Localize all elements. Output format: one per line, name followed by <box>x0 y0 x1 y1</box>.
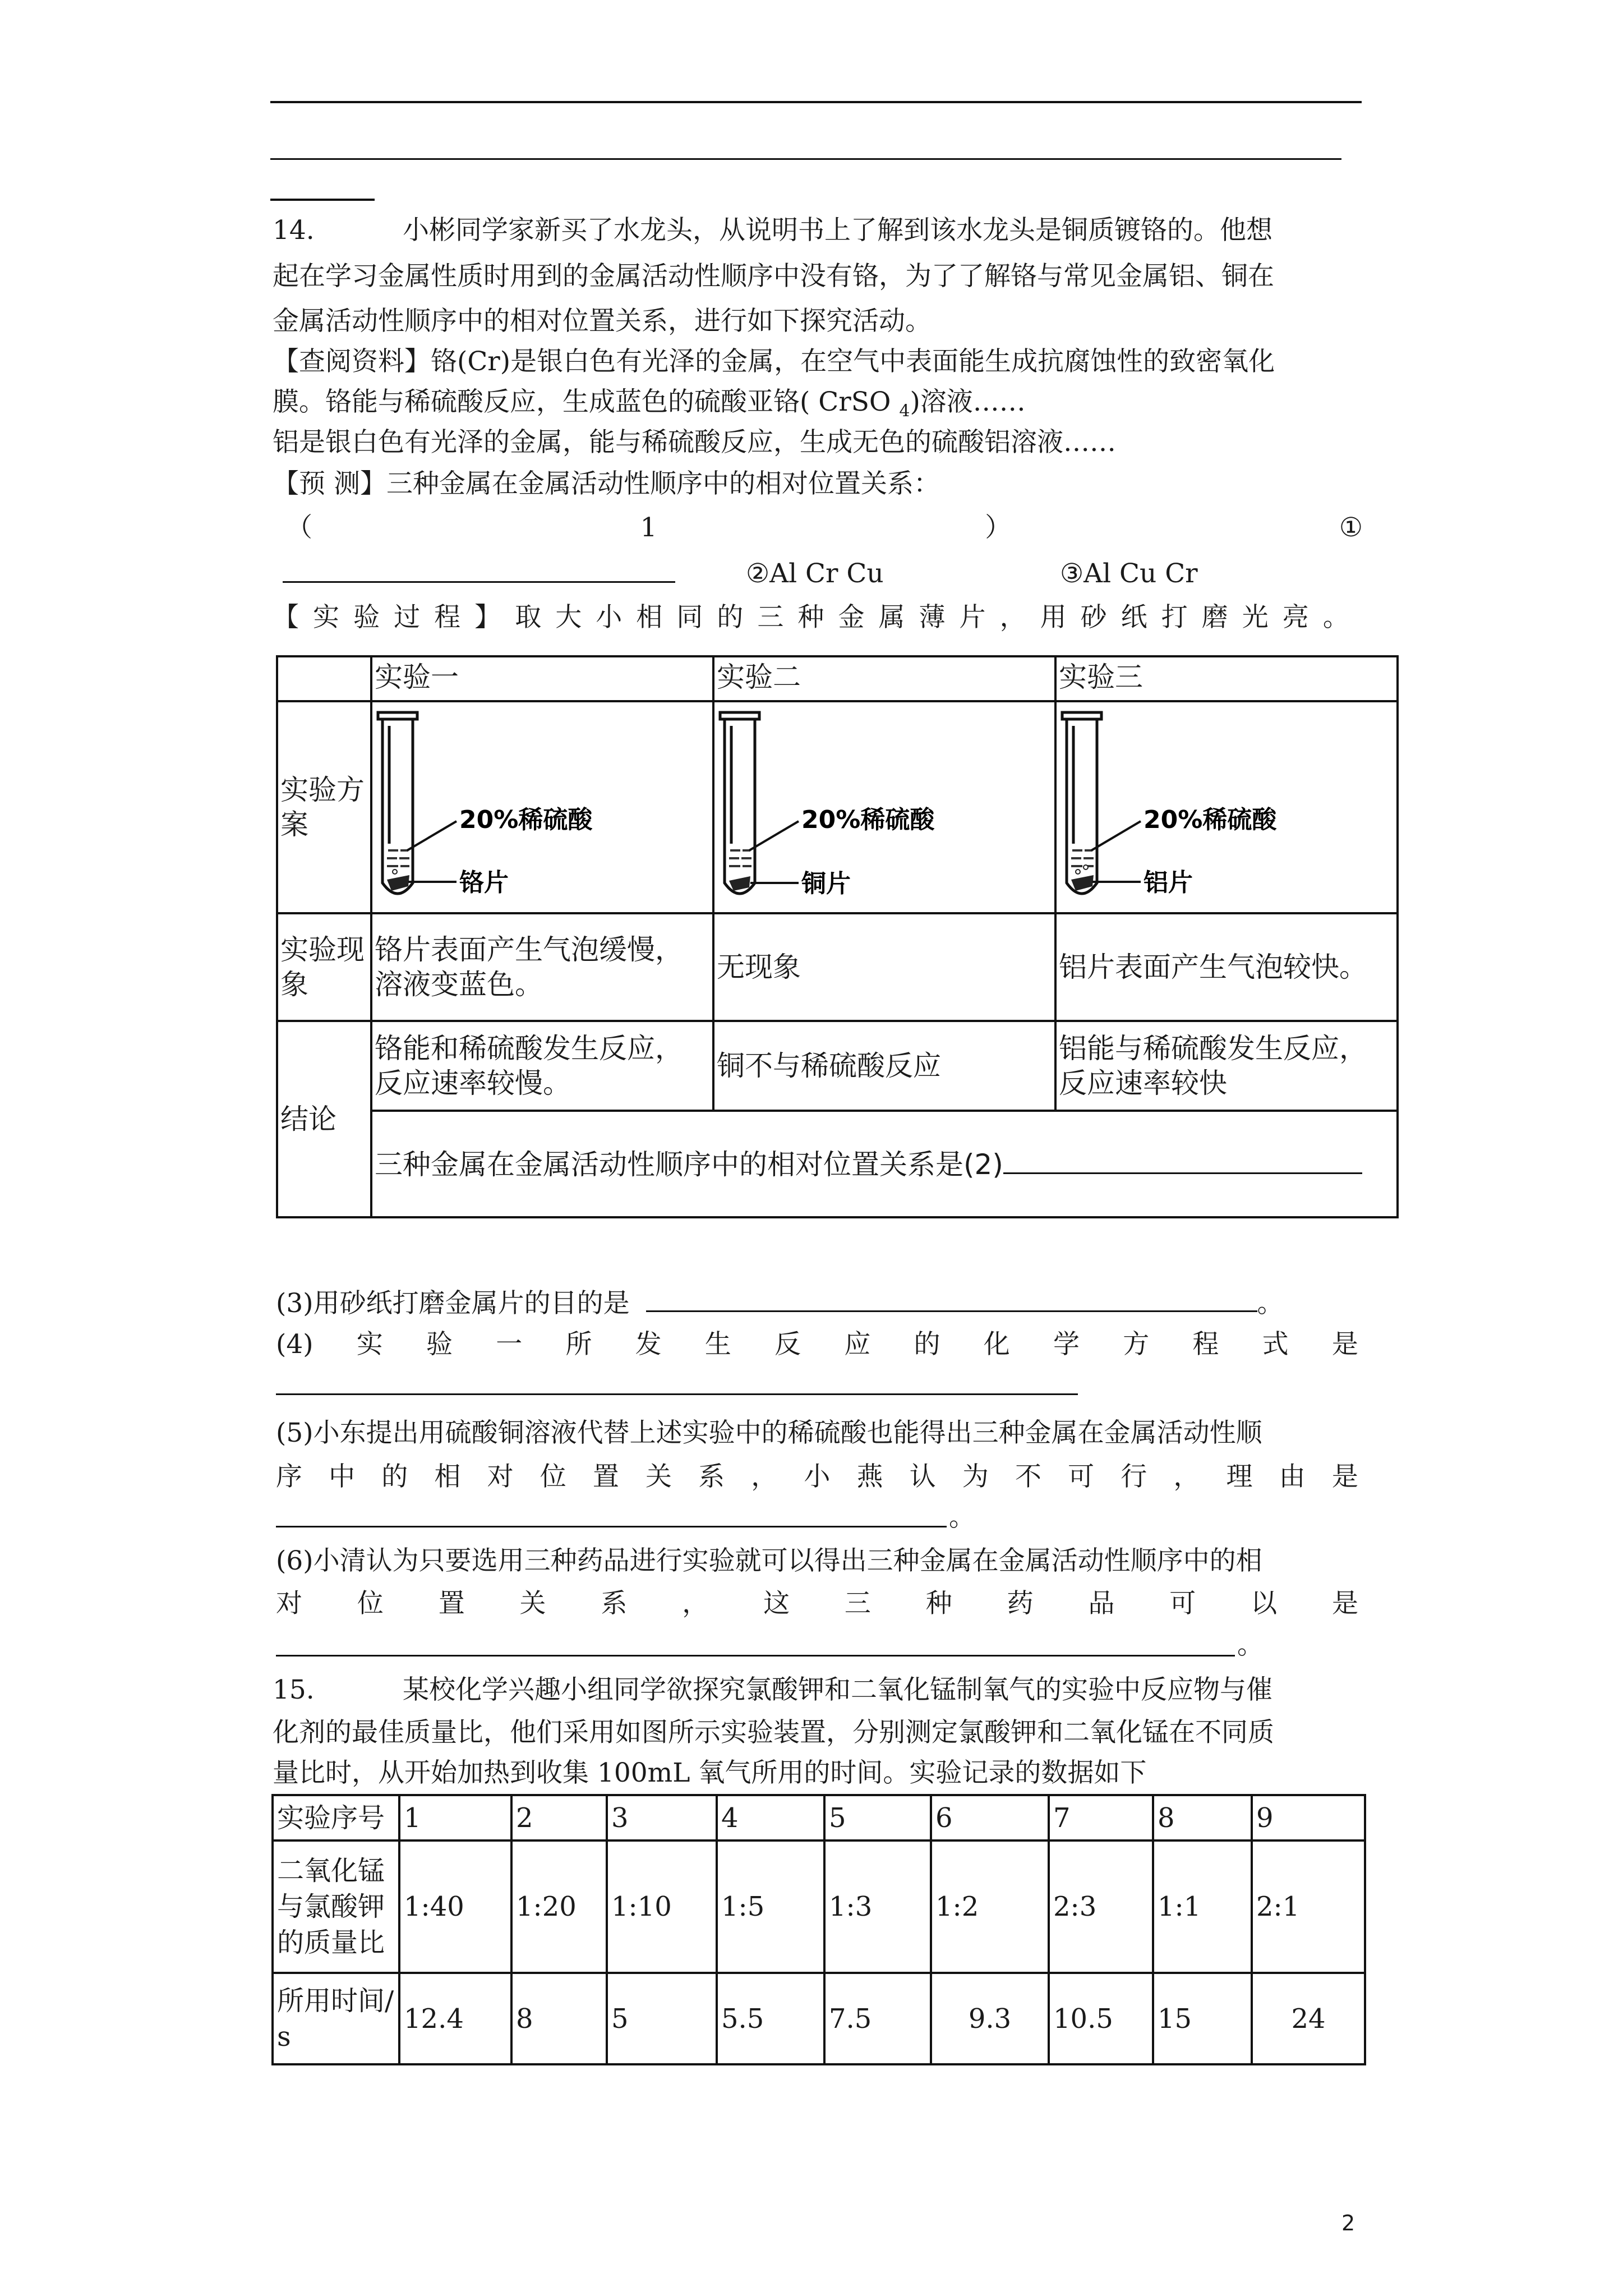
q14-sub6-line1: (6)小清认为只要选用三种药品进行实验就可以得出三种金属在金属活动性顺序中的相 <box>276 1545 1262 1576</box>
q14-sub6-line2 <box>276 1585 1358 1622</box>
tube-rim <box>378 712 417 719</box>
q5-char: 可 <box>1068 1461 1095 1492</box>
process-char: 验 <box>353 602 380 633</box>
acid-pointer <box>407 821 457 850</box>
bubble <box>1076 869 1080 874</box>
q5-char: 由 <box>1279 1461 1306 1492</box>
q6-char: 位 <box>357 1588 384 1619</box>
q6-char: 药 <box>1007 1588 1034 1619</box>
process-char: 三 <box>757 602 784 633</box>
q4-char: 所 <box>565 1329 592 1360</box>
elapsed-time: 10.5 <box>1049 1973 1153 2064</box>
q14-intro-line-2: 起在学习金属性质时用到的金属活动性顺序中没有铬，为了了解铬与常见金属铝、铜在 <box>273 261 1274 292</box>
q6-char: 品 <box>1088 1588 1115 1619</box>
answer-line-q13 <box>270 158 1341 160</box>
observation-3: 铝片表面产生气泡较快。 <box>1055 913 1398 1021</box>
q4-char: 式 <box>1262 1329 1289 1360</box>
q14-process-line <box>273 599 1349 636</box>
q6-char: 这 <box>763 1588 790 1619</box>
q15-intro-line-3: 量比时，从开始加热到收集 100mL 氧气所用的时间。实验记录的数据如下 <box>273 1757 1147 1788</box>
acid-pointer <box>1091 821 1141 850</box>
elapsed-time: 7.5 <box>824 1973 931 2064</box>
metal-chip <box>387 875 409 891</box>
experiment-table <box>276 655 1399 1218</box>
process-char: 小 <box>596 602 623 633</box>
q4-char: 实 <box>356 1329 383 1360</box>
acid-liquid <box>387 850 409 866</box>
elapsed-time: 5.5 <box>717 1973 824 2064</box>
test-tube-copper-diagram <box>714 703 1052 911</box>
process-char: ， <box>999 602 1026 633</box>
q5-char: 为 <box>962 1461 989 1492</box>
q4-char: 生 <box>704 1329 731 1360</box>
predict-option-1: ① <box>1339 512 1363 543</box>
q6-char: 种 <box>925 1588 952 1619</box>
experiment-id: 2 <box>511 1795 607 1841</box>
process-char: 薄 <box>919 602 946 633</box>
answer-line-q13-short <box>270 199 375 201</box>
bubble <box>393 869 397 874</box>
q15-number: 15. <box>273 1674 315 1705</box>
experiment-id: 9 <box>1252 1795 1365 1841</box>
process-char: 【 <box>273 602 299 633</box>
q6-char: 对 <box>276 1588 302 1619</box>
row-label-plan: 实验方案 <box>277 701 371 913</box>
q6-char: 系 <box>601 1588 628 1619</box>
plan-cell-2 <box>713 701 1055 913</box>
experiment-id: 7 <box>1049 1795 1153 1841</box>
test-tube-aluminium-diagram <box>1057 703 1394 911</box>
q4-char: 发 <box>635 1329 662 1360</box>
test-tube-chromium-diagram <box>372 703 710 911</box>
acid-label: 20%稀硫酸 <box>459 806 593 834</box>
q5-char: 行 <box>1121 1461 1147 1492</box>
header-experiment-2: 实验二 <box>713 656 1055 701</box>
q5-char: 关 <box>645 1461 672 1492</box>
answer-blank-1[interactable] <box>283 555 675 583</box>
process-char: 打 <box>1161 602 1188 633</box>
q4-char: 是 <box>1331 1329 1358 1360</box>
q5-end: 。 <box>949 1502 975 1533</box>
q5-char: 认 <box>909 1461 936 1492</box>
q4-char: (4) <box>276 1329 313 1360</box>
predict-option-3: ③Al Cu Cr <box>1060 558 1198 589</box>
q14-intro-line-1: 小彬同学家新买了水龙头，从说明书上了解到该水龙头是铜质镀铬的。他想 <box>403 215 1272 246</box>
q4-char: 化 <box>983 1329 1010 1360</box>
plan-cell-1 <box>371 701 713 913</box>
experiment-id: 3 <box>607 1795 717 1841</box>
q5-char: 中 <box>329 1461 356 1492</box>
experiment-id: 4 <box>717 1795 824 1841</box>
process-char: 同 <box>676 602 703 633</box>
experiment-id: 1 <box>399 1795 511 1841</box>
plan-cell-3 <box>1055 701 1398 913</box>
q14-sub3 <box>276 1285 1284 1322</box>
mass-ratio: 1:20 <box>511 1841 607 1973</box>
predict-number: 1 <box>640 512 657 543</box>
q4-char: 的 <box>914 1329 940 1360</box>
elapsed-time: 8 <box>511 1973 607 2064</box>
mass-ratio: 2:3 <box>1049 1841 1153 1973</box>
header-experiment-3: 实验三 <box>1055 656 1398 701</box>
mass-ratio: 1:40 <box>399 1841 511 1973</box>
acid-pointer <box>749 821 799 850</box>
q5-char: 对 <box>487 1461 514 1492</box>
process-char: 取 <box>515 602 542 633</box>
process-char: 纸 <box>1121 602 1147 633</box>
elapsed-time: 12.4 <box>399 1973 511 2064</box>
q6-char: 是 <box>1331 1588 1358 1619</box>
process-char: 砂 <box>1080 602 1107 633</box>
q4-char: 程 <box>1192 1329 1219 1360</box>
q3-text: (3)用砂纸打磨金属片的目的是 <box>276 1288 630 1319</box>
q5-char: 相 <box>434 1461 461 1492</box>
predict-option-2: ②Al Cr Cu <box>746 558 884 589</box>
header-experiment-1: 实验一 <box>371 656 713 701</box>
q4-char: 应 <box>844 1329 871 1360</box>
row-label-time: 所用时间/s <box>273 1973 399 2064</box>
q14-reference-subscript: 4 <box>899 401 910 421</box>
elapsed-time: 24 <box>1252 1973 1365 2064</box>
elapsed-time: 15 <box>1153 1973 1252 2064</box>
answer-blank-3[interactable] <box>646 1285 1257 1312</box>
row-label-experiment-id: 实验序号 <box>273 1795 399 1841</box>
q5-char: 的 <box>381 1461 408 1492</box>
q14-intro-line-3: 金属活动性顺序中的相对位置关系，进行如下探究活动。 <box>273 306 932 337</box>
q6-char: 置 <box>438 1588 465 1619</box>
experiment-id: 6 <box>931 1795 1049 1841</box>
q14-reference-line-3: 铝是银白色有光泽的金属，能与稀硫酸反应，生成无色的硫酸铝溶液…… <box>273 427 1116 458</box>
observation-2: 无现象 <box>713 913 1055 1021</box>
process-char: 磨 <box>1201 602 1228 633</box>
q4-char: 学 <box>1053 1329 1080 1360</box>
table-corner-cell <box>277 656 371 701</box>
q14-reference-tail: )溶液…… <box>910 386 1026 417</box>
q4-char: 一 <box>496 1329 523 1360</box>
acid-liquid <box>729 850 751 866</box>
q14-number: 14. <box>273 215 315 246</box>
predict-paren-open: （ <box>286 512 312 543</box>
q14-reference-line-2 <box>273 384 1026 430</box>
q6-char: 以 <box>1251 1588 1278 1619</box>
process-char: 片 <box>959 602 986 633</box>
process-char: 用 <box>1040 602 1067 633</box>
tube-body <box>725 719 755 894</box>
q4-char: 验 <box>426 1329 453 1360</box>
q5-char: 小 <box>804 1461 831 1492</box>
process-char: 过 <box>394 602 421 633</box>
tube-rim <box>720 712 759 719</box>
process-char: 程 <box>434 602 461 633</box>
metal-label-chromium: 铬片 <box>459 868 509 897</box>
mass-ratio: 1:5 <box>717 1841 824 1973</box>
q6-char: 三 <box>844 1588 871 1619</box>
q5-char: ， <box>751 1461 778 1492</box>
q6-char: 可 <box>1169 1588 1196 1619</box>
conclusion-2: 铜不与稀硫酸反应 <box>713 1021 1055 1111</box>
mass-ratio: 1:2 <box>931 1841 1049 1973</box>
metal-label-aluminium: 铝片 <box>1144 868 1193 897</box>
mass-ratio: 1:10 <box>607 1841 717 1973</box>
conclusion-summary <box>371 1111 1398 1217</box>
mass-ratio: 1:3 <box>824 1841 931 1973</box>
answer-blank-4[interactable] <box>276 1393 1078 1395</box>
metal-chip <box>1071 875 1094 891</box>
process-char: 大 <box>555 602 582 633</box>
process-char: 属 <box>878 602 905 633</box>
experiment-id: 8 <box>1153 1795 1252 1841</box>
q6-char: ， <box>682 1588 709 1619</box>
process-char: 。 <box>1322 602 1349 633</box>
q5-char: ， <box>1173 1461 1200 1492</box>
q5-char: 燕 <box>856 1461 883 1492</box>
tube-body <box>1067 719 1097 894</box>
process-char: 】 <box>474 602 501 633</box>
q5-char: 位 <box>540 1461 566 1492</box>
q14-reference-line-1: 【查阅资料】铬(Cr)是银白色有光泽的金属，在空气中表面能生成抗腐蚀性的致密氧化 <box>273 346 1275 377</box>
row-label-mass-ratio: 二氧化锰与氯酸钾的质量比 <box>273 1841 399 1973</box>
mass-ratio: 2:1 <box>1252 1841 1365 1973</box>
conclusion-1: 铬能和稀硫酸发生反应，反应速率较慢。 <box>371 1021 713 1111</box>
q5-char: 序 <box>276 1461 302 1492</box>
row-label-conclusion: 结论 <box>277 1021 371 1217</box>
q14-sub5-line1: (5)小东提出用硫酸铜溶液代替上述实验中的稀硫酸也能得出三种金属在金属活动性顺 <box>276 1418 1262 1448</box>
q4-char: 反 <box>774 1329 801 1360</box>
tube-rim <box>1062 712 1101 719</box>
process-char: 相 <box>636 602 663 633</box>
process-char: 光 <box>1242 602 1269 633</box>
q5-char: 是 <box>1331 1461 1358 1492</box>
predict-paren-close: ） <box>985 512 1012 543</box>
elapsed-time: 5 <box>607 1973 717 2064</box>
q3-end: 。 <box>1257 1288 1284 1319</box>
bubble <box>1083 865 1088 869</box>
mass-ratio: 1:1 <box>1153 1841 1252 1973</box>
metal-chip <box>729 876 750 891</box>
process-char: 的 <box>717 602 744 633</box>
conclusion-3: 铝能与稀硫酸发生反应，反应速率较快 <box>1055 1021 1398 1111</box>
q14-sub5-line2 <box>276 1458 1358 1496</box>
q5-char: 不 <box>1015 1461 1041 1492</box>
process-char: 种 <box>797 602 824 633</box>
metal-label-copper: 铜片 <box>801 869 851 898</box>
q6-end: 。 <box>1237 1630 1264 1660</box>
q14-predict-row <box>286 509 1363 546</box>
page-number: 2 <box>1341 2211 1355 2235</box>
q4-char: 方 <box>1123 1329 1150 1360</box>
q5-char: 理 <box>1226 1461 1253 1492</box>
q14-reference-text: 膜。铬能与稀硫酸反应，生成蓝色的硫酸亚铬( CrSO <box>273 386 900 417</box>
header-rule <box>270 101 1362 103</box>
catalyst-data-table <box>271 1794 1366 2065</box>
q6-char: 关 <box>519 1588 546 1619</box>
answer-blank-5[interactable] <box>276 1526 947 1527</box>
elapsed-time: 9.3 <box>931 1973 1049 2064</box>
answer-blank-6[interactable] <box>276 1655 1235 1657</box>
process-char: 金 <box>838 602 865 633</box>
acid-label: 20%稀硫酸 <box>1144 806 1277 834</box>
q14-predict-label: 【预 测】三种金属在金属活动性顺序中的相对位置关系： <box>273 468 940 499</box>
answer-blank-2[interactable] <box>1003 1147 1362 1174</box>
q5-char: 置 <box>592 1461 619 1492</box>
experiment-id: 5 <box>824 1795 931 1841</box>
acid-liquid <box>1071 850 1094 866</box>
summary-text: 三种金属在金属活动性顺序中的相对位置关系是(2) <box>375 1148 1003 1181</box>
q5-char: 系 <box>698 1461 725 1492</box>
row-label-observation: 实验现象 <box>277 913 371 1021</box>
process-char: 亮 <box>1282 602 1309 633</box>
q15-intro-line-2: 化剂的最佳质量比，他们采用如图所示实验装置，分别测定氯酸钾和二氧化锰在不同质 <box>273 1717 1274 1748</box>
acid-label: 20%稀硫酸 <box>801 806 935 834</box>
q15-intro-line-1: 某校化学兴趣小组同学欲探究氯酸钾和二氧化锰制氧气的实验中反应物与催 <box>403 1674 1272 1705</box>
process-char: 实 <box>313 602 340 633</box>
observation-1: 铬片表面产生气泡缓慢，溶液变蓝色。 <box>371 913 713 1021</box>
tube-body <box>382 719 413 894</box>
q14-sub4 <box>276 1326 1358 1363</box>
